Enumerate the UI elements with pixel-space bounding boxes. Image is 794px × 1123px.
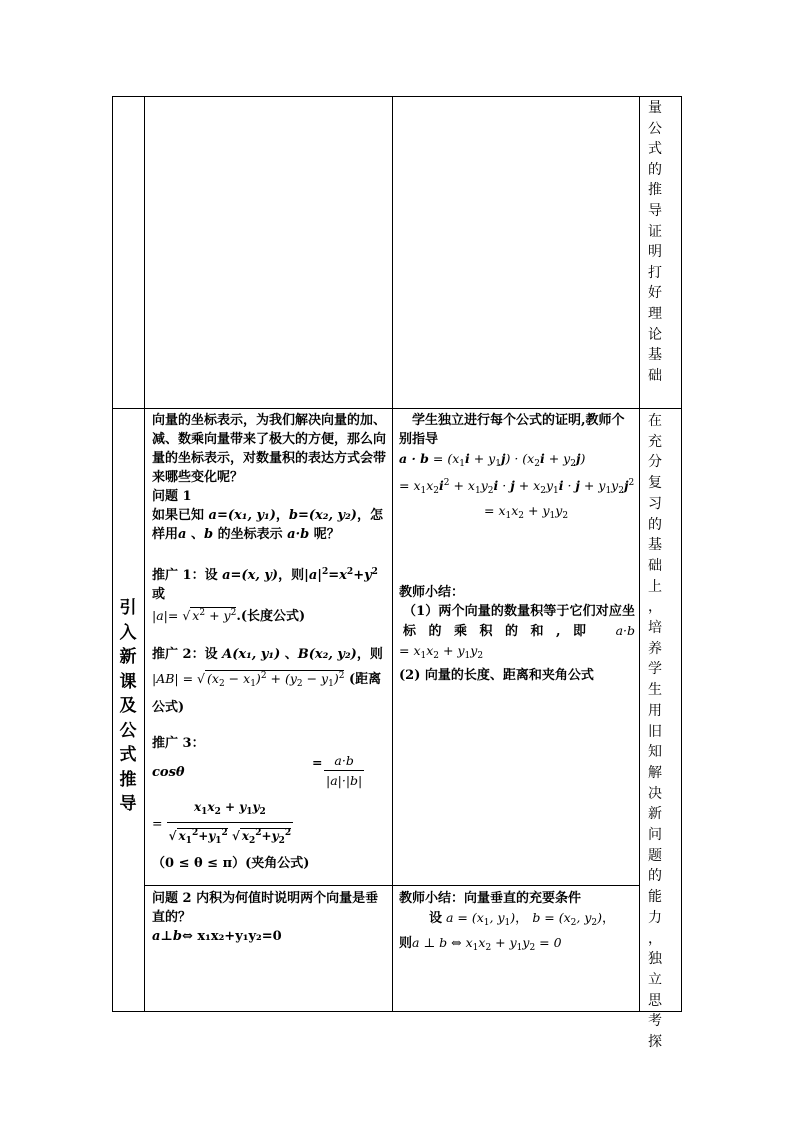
vertical-char: ， [648,930,662,947]
vertical-char: 习 [648,495,662,512]
ext2-tail: (距离公式) [152,672,382,715]
perp-then: 则a ⊥ b ⇔ $x_1x_2 + y_1y_2 = 0$ [399,935,562,953]
student-column [399,411,635,685]
vertical-char: 论 [648,326,662,343]
vertical-char: 公 [648,120,662,137]
main-purpose-text [644,411,666,1053]
extension-2 [152,645,386,664]
vertical-char: 入 [119,622,137,643]
vertical-char: 推 [119,769,137,790]
lesson-table [112,96,682,1051]
extension-3-cos: cosθ = $\frac{a\cdot b}{|a|\cdot|b|}$ [152,753,363,788]
perp-title: 教师小结：向量垂直的充要条件 [399,891,582,906]
vertical-char: 问 [648,827,662,844]
vertical-char: 题 [648,847,662,864]
extension-1: 推广 1：设 a=(x, y)，则$|a|^2=x^2+y^2$ 或 [152,567,378,602]
vertical-char: 决 [648,785,662,802]
vertical-char: 立 [648,971,662,988]
subrow-divider [144,885,639,886]
vertical-char: 础 [648,367,662,384]
vertical-char: 基 [648,537,662,554]
vertical-char: 思 [648,992,662,1009]
vertical-char: 引 [119,598,137,618]
vertical-char: 好 [648,285,662,302]
perp-set: 设 $a = (x_1$, $y_1$)， $b = (x_2$, $y_2$)， [429,910,616,928]
vertical-char: 复 [648,475,662,492]
derivation-line-3: = $x_1x_2 + y_1y_2$ [484,503,569,521]
vertical-char: ， [648,599,662,616]
vertical-char: 导 [648,202,662,219]
vertical-char: 新 [648,806,662,823]
vertical-char: 量 [648,100,662,116]
section-label [117,596,139,817]
student-perp [399,889,635,958]
vertical-char: 打 [648,264,662,281]
vertical-char: 力 [648,909,662,926]
ext1-or: 或 [152,587,166,602]
perp-set-text: 设 [429,911,443,926]
extension-3-label: 推广 3： [152,736,205,751]
col-divider-1 [144,96,145,1012]
perp-then-text: 则 [399,936,413,951]
ext2-A: A(x₁, y₁) [222,647,281,662]
student-intro: 学生独立进行每个公式的证明,教师个别指导 [399,413,625,447]
vertical-char: 能 [648,889,662,906]
question-2-text: 问题 2 内积为何值时说明两个向量是垂直的？ [152,891,379,925]
extension-1-formula: |a|= √ $x^2 + y^2$.(长度公式) [152,608,306,624]
extension-3-range: （0 ≤ θ ≤ π）(夹角公式) [152,856,310,871]
ext2-sep: 、 [280,647,298,662]
question-1-title: 问题 1 [152,489,192,504]
vertical-char: 养 [648,640,662,657]
ext1-tail: .(长度公式) [236,609,306,624]
vertical-char: 探 [648,1034,662,1051]
teacher-column [152,411,386,873]
vertical-char: 学 [648,661,662,678]
q1-text-d: 呢？ [309,527,340,542]
teacher-question-2 [152,889,386,946]
question-1-text: 如果已知 a=(x₁, y₁)，b=(x₂, y₂)，怎样用a 、b 的坐标表示 a·b 呢？ [152,508,383,542]
vertical-char: 公 [119,720,137,741]
vertical-char: 考 [648,1013,662,1030]
vertical-char: 导 [119,794,137,814]
vertical-char: 课 [119,671,137,692]
vertical-char: 理 [648,305,662,322]
summary-1-text: （1）两个向量的数量积等于它们对应坐标的乘积的和,即 [403,604,635,639]
col-divider-2 [392,96,393,1012]
derivation-line-2: = $x_1x_2i^2 + x_1y_2i \cdot j + x_2y_1i \cdot j + y_1y_2j^2$ [399,478,635,496]
q1-text-b: ，怎样用 [152,508,383,542]
ext3-cos: cosθ [152,765,185,780]
vertical-char: 式 [648,141,662,158]
ext2-label: 推广 2：设 [152,647,223,662]
vertical-char: 明 [648,244,662,261]
q1-comma: ， [275,508,289,523]
q2-formula: ⇔ x₁x₂+y₁y₂=0 [182,929,282,944]
vertical-char: 证 [648,223,662,240]
vertical-char: 独 [648,951,662,968]
vertical-char: 充 [648,433,662,450]
vertical-char: 解 [648,764,662,781]
col-divider-3 [639,96,640,1012]
vertical-char: 式 [119,745,137,765]
ext1-a: a=(x, y) [222,568,279,583]
vertical-char: 础 [648,557,662,574]
vertical-char: 的 [648,516,662,533]
table-border-top [112,96,682,97]
table-border-bottom [112,1011,682,1012]
vertical-char: 新 [119,647,137,667]
extension-3-formula: = $\frac{x_1x_2 + y_1y_2}{√ x_1^2+y_1^2 √ x_2^2+y_2^2}$ [152,797,386,851]
ext1-label: 推广 1：设 [152,568,223,583]
ext1-mid: ，则 [278,568,305,583]
q1-b-def: b=(x₂, y₂) [288,508,357,523]
vertical-char: 旧 [648,723,662,740]
vertical-char: 推 [648,182,662,199]
top-purpose-text [644,98,666,386]
summary-1-formula: = $x_1x_2 + y_1y_2$ [399,643,484,661]
vertical-char: 的 [648,868,662,885]
vertical-char: 知 [648,744,662,761]
table-border-left [112,96,113,1012]
vertical-char: 基 [648,347,662,364]
q1-text-c: 的坐标表示 [213,527,288,542]
vertical-char: 上 [648,578,662,595]
vertical-char: 的 [648,161,662,178]
ext2-B: B(x₂, y₂) [297,647,357,662]
q1-a-def: a=(x₁, y₁) [208,508,276,523]
question-2-formula: a⊥b⇔ x₁x₂+y₁y₂=0 [152,929,282,944]
summary-2: (2) 向量的长度、距离和夹角公式 [399,668,594,683]
ext2-mid: ，则 [356,647,383,662]
teacher-intro: 向量的坐标表示，为我们解决向量的加、减、数乘向量带来了极大的方便，那么向量的坐标表示，对数量积的表达方式会带来哪些变化呢？ [152,413,387,485]
table-border-right [681,96,682,1012]
vertical-char: 及 [119,696,137,716]
q1-text-a: 如果已知 [152,508,209,523]
summary-1: （1）两个向量的数量积等于它们对应坐标的乘积的和,即 a·b [403,604,635,639]
vertical-char: 用 [648,702,662,719]
vertical-char: 培 [648,620,662,637]
derivation-line-1: $a \cdot b = (x_1i + y_1j) \cdot (x_2i + y_2j)$ [399,451,586,469]
cos-fraction: $\frac{a\cdot b}{|a|\cdot|b|}$ [326,753,363,788]
vertical-char: 在 [648,413,662,429]
vertical-char: 生 [648,682,662,699]
summary-title: 教师小结： [399,585,465,600]
vertical-char: 分 [648,454,662,471]
extension-2-formula: |AB| = √ $(x_2 - x_1)^2 + (y_2 - y_1)^2$ (距离公式) [152,671,382,715]
row-divider [112,408,682,409]
